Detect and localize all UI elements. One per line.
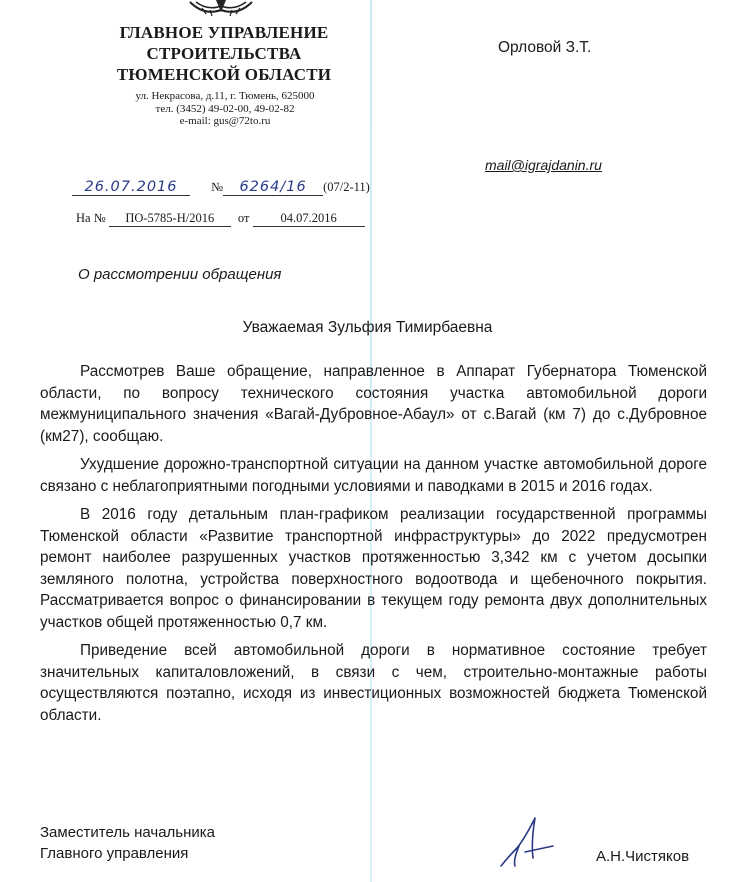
recipient-name: Орловой З.Т. xyxy=(498,39,592,56)
paragraph-1: Рассмотрев Ваше обращение, направленное в Аппарат Губернатора Тюменской области, по вопросу технического состояния участка автомобильной дороги межмуниципального значения «Вагай-Дубровное-Абаул» от с.Вагай (км 7) до с.Дубровное (км27), сообщаю. xyxy=(40,363,707,445)
letterhead-address: ул. Некрасова, д.11, г. Тюмень, 625000 xyxy=(135,90,315,102)
reference-prefix: На № xyxy=(76,211,106,225)
outgoing-date: 26.07.2016 xyxy=(72,179,190,196)
signer-position-line-2: Главного управления xyxy=(40,845,189,862)
outgoing-registration xyxy=(72,179,370,196)
recipient-email: mail@igrajdanin.ru xyxy=(485,157,602,173)
signer-name: А.Н.Чистяков xyxy=(596,848,690,865)
number-sign: № xyxy=(211,180,224,194)
letterhead-email: e-mail: gus@72to.ru xyxy=(179,115,271,127)
coat-of-arms-emblem xyxy=(186,0,256,20)
letter-subject: О рассмотрении обращения xyxy=(78,266,282,283)
greeting: Уважаемая Зульфия Тимирбаевна xyxy=(242,319,493,336)
org-line-2: СТРОИТЕЛЬСТВА xyxy=(146,44,302,63)
handwritten-signature xyxy=(495,812,565,872)
signer-position-line-1: Заместитель начальника xyxy=(40,824,216,841)
reference-from: от xyxy=(237,211,250,225)
paragraph-3: В 2016 году детальным план-графиком реализации государственной программы Тюменской области «Развитие транспортной инфраструктуры» до 2022 предусмотрен ремонт наиболее разрушенных участков протяженностью 3,342 км с учетом досыпки земляного полотна, устройства поверхностного водоотвода и щебеночного покрытия. Рассматривается вопрос о финансировании в текущем году ремонта двух дополнительных участков общей протяженностью 0,7 км. xyxy=(40,506,707,631)
paragraph-4: Приведение всей автомобильной дороги в нормативное состояние требует значительных капиталовложений, в связи с чем, строительно-монтажные работы осуществляются поэтапно, исходя из инвестиционных возможностей бюджета Тюменской области. xyxy=(40,642,707,724)
letterhead-organization xyxy=(90,22,358,85)
reference-number: ПО-5785-Н/2016 xyxy=(109,211,231,227)
outgoing-number: 6264/16 xyxy=(223,179,323,196)
org-line-1: ГЛАВНОЕ УПРАВЛЕНИЕ xyxy=(119,23,329,42)
signer-position xyxy=(40,822,215,864)
reference-registration xyxy=(76,211,365,227)
reference-date: 04.07.2016 xyxy=(253,211,365,227)
letterhead-contacts xyxy=(100,90,350,128)
org-line-3: ТЮМЕНСКОЙ ОБЛАСТИ xyxy=(116,65,332,84)
outgoing-number-suffix: (07/2-11) xyxy=(323,180,370,194)
letterhead-phone: тел. (3452) 49-02-00, 49-02-82 xyxy=(155,102,295,115)
letter-body xyxy=(40,361,707,733)
paragraph-2: Ухудшение дорожно-транспортной ситуации на данном участке автомобильной дороге связано с неблагоприятными погодными условиями и паводками в 2015 и 2016 годах. xyxy=(40,456,707,495)
